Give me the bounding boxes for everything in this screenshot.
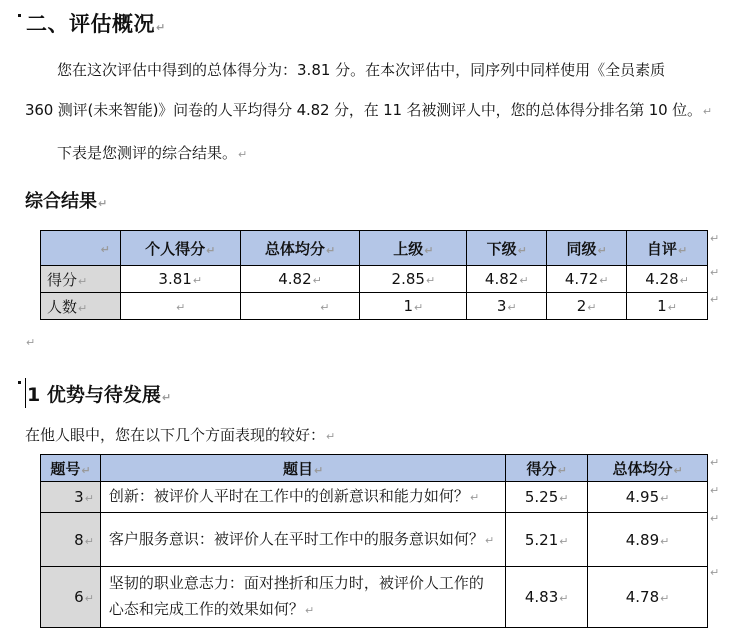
- strengths-header-row: [41, 455, 708, 482]
- paragraph-mark-icon: ↵: [702, 105, 712, 118]
- average-cell: 4.89↵: [588, 513, 708, 567]
- paragraph-mark-icon: ↵: [161, 391, 172, 404]
- row-end-mark-icon: ↵: [710, 293, 720, 306]
- paragraph-mark-icon: ↵: [98, 197, 108, 210]
- strengths-header-cell: 得分↵: [506, 455, 588, 482]
- paragraph-mark-icon: ↵: [238, 148, 248, 161]
- table-cell: ↵: [240, 293, 360, 320]
- row-end-mark-icon: ↵: [710, 232, 720, 245]
- heading-bullet: [18, 381, 21, 384]
- strengths-header-cell: 总体均分↵: [588, 455, 708, 482]
- average-cell: 4.95↵: [588, 482, 708, 513]
- paragraph-mark-icon: ↵: [26, 336, 36, 349]
- question-text: 客户服务意识：被评价人在平时工作中的服务意识如何？↵: [100, 513, 505, 567]
- table-cell: 3↵: [467, 293, 547, 320]
- intro-line-1: 您在这次评估中得到的总体得分为：3.81 分。在本次评估中，同序列中同样使用《全员素质: [57, 61, 666, 79]
- score-cell: 5.21↵: [506, 513, 588, 567]
- summary-header-cell: 总体均分↵: [240, 231, 360, 266]
- summary-header-cell: 个人得分↵: [120, 231, 240, 266]
- row-end-mark-icon: ↵: [710, 512, 720, 525]
- table-row: [41, 513, 708, 567]
- row-end-mark-icon: ↵: [710, 566, 720, 579]
- strengths-intro: 在他人眼中，您在以下几个方面表现的较好：↵: [25, 426, 336, 444]
- table-cell: 3.81↵: [120, 266, 240, 293]
- section-title: 二、评估概况↵: [26, 12, 166, 36]
- table-row: [41, 266, 708, 293]
- summary-header-cell: 同级↵: [547, 231, 627, 266]
- score-cell: 5.25↵: [506, 482, 588, 513]
- row-end-mark-icon: ↵: [710, 456, 720, 469]
- table-cell: 4.72↵: [547, 266, 627, 293]
- intro-line-2: 360 测评(未来智能)》问卷的人平均得分 4.82 分，在 11 名被测评人中，您的总体得分排名第 10 位。↵: [25, 101, 712, 119]
- table-cell: 1↵: [627, 293, 708, 320]
- table-row: [41, 567, 708, 628]
- score-cell: 4.83↵: [506, 567, 588, 628]
- question-number: 8↵: [41, 513, 101, 567]
- average-cell: 4.78↵: [588, 567, 708, 628]
- text-cursor: [25, 378, 26, 408]
- table-cell: 2.85↵: [360, 266, 467, 293]
- summary-header-row: [41, 231, 708, 266]
- table-cell: 4.82↵: [240, 266, 360, 293]
- table-row: [41, 293, 708, 320]
- heading-bullet: [18, 14, 21, 17]
- summary-header-cell: 上级↵: [360, 231, 467, 266]
- strengths-header-cell: 题号↵: [41, 455, 101, 482]
- intro-line-3: 下表是您测评的综合结果。↵: [57, 144, 248, 162]
- row-end-mark-icon: ↵: [710, 484, 720, 497]
- strengths-header-cell: 题目↵: [100, 455, 505, 482]
- question-number: 3↵: [41, 482, 101, 513]
- row-label: 得分↵: [41, 266, 121, 293]
- summary-header-cell: 自评↵: [627, 231, 708, 266]
- row-end-mark-icon: ↵: [710, 266, 720, 279]
- strengths-table: [40, 454, 708, 628]
- table-cell: 2↵: [547, 293, 627, 320]
- table-cell: ↵: [120, 293, 240, 320]
- question-number: 6↵: [41, 567, 101, 628]
- question-text: 创新：被评价人平时在工作中的创新意识和能力如何？↵: [100, 482, 505, 513]
- summary-table: [40, 230, 708, 320]
- table-cell: 4.28↵: [627, 266, 708, 293]
- summary-heading: 综合结果↵: [25, 191, 108, 212]
- summary-header-cell: [41, 231, 121, 266]
- question-text: 坚韧的职业意志力：面对挫折和压力时，被评价人工作的心态和完成工作的效果如何？↵: [100, 567, 505, 628]
- row-label: 人数↵: [41, 293, 121, 320]
- paragraph-mark-icon: ↵: [156, 21, 166, 34]
- summary-header-cell: 下级↵: [467, 231, 547, 266]
- table-cell: 4.82↵: [467, 266, 547, 293]
- strengths-heading: 1 优势与待发展↵: [27, 384, 172, 406]
- table-cell: 1↵: [360, 293, 467, 320]
- table-row: [41, 482, 708, 513]
- paragraph-mark-icon: ↵: [100, 243, 110, 256]
- paragraph-mark-icon: ↵: [326, 430, 336, 443]
